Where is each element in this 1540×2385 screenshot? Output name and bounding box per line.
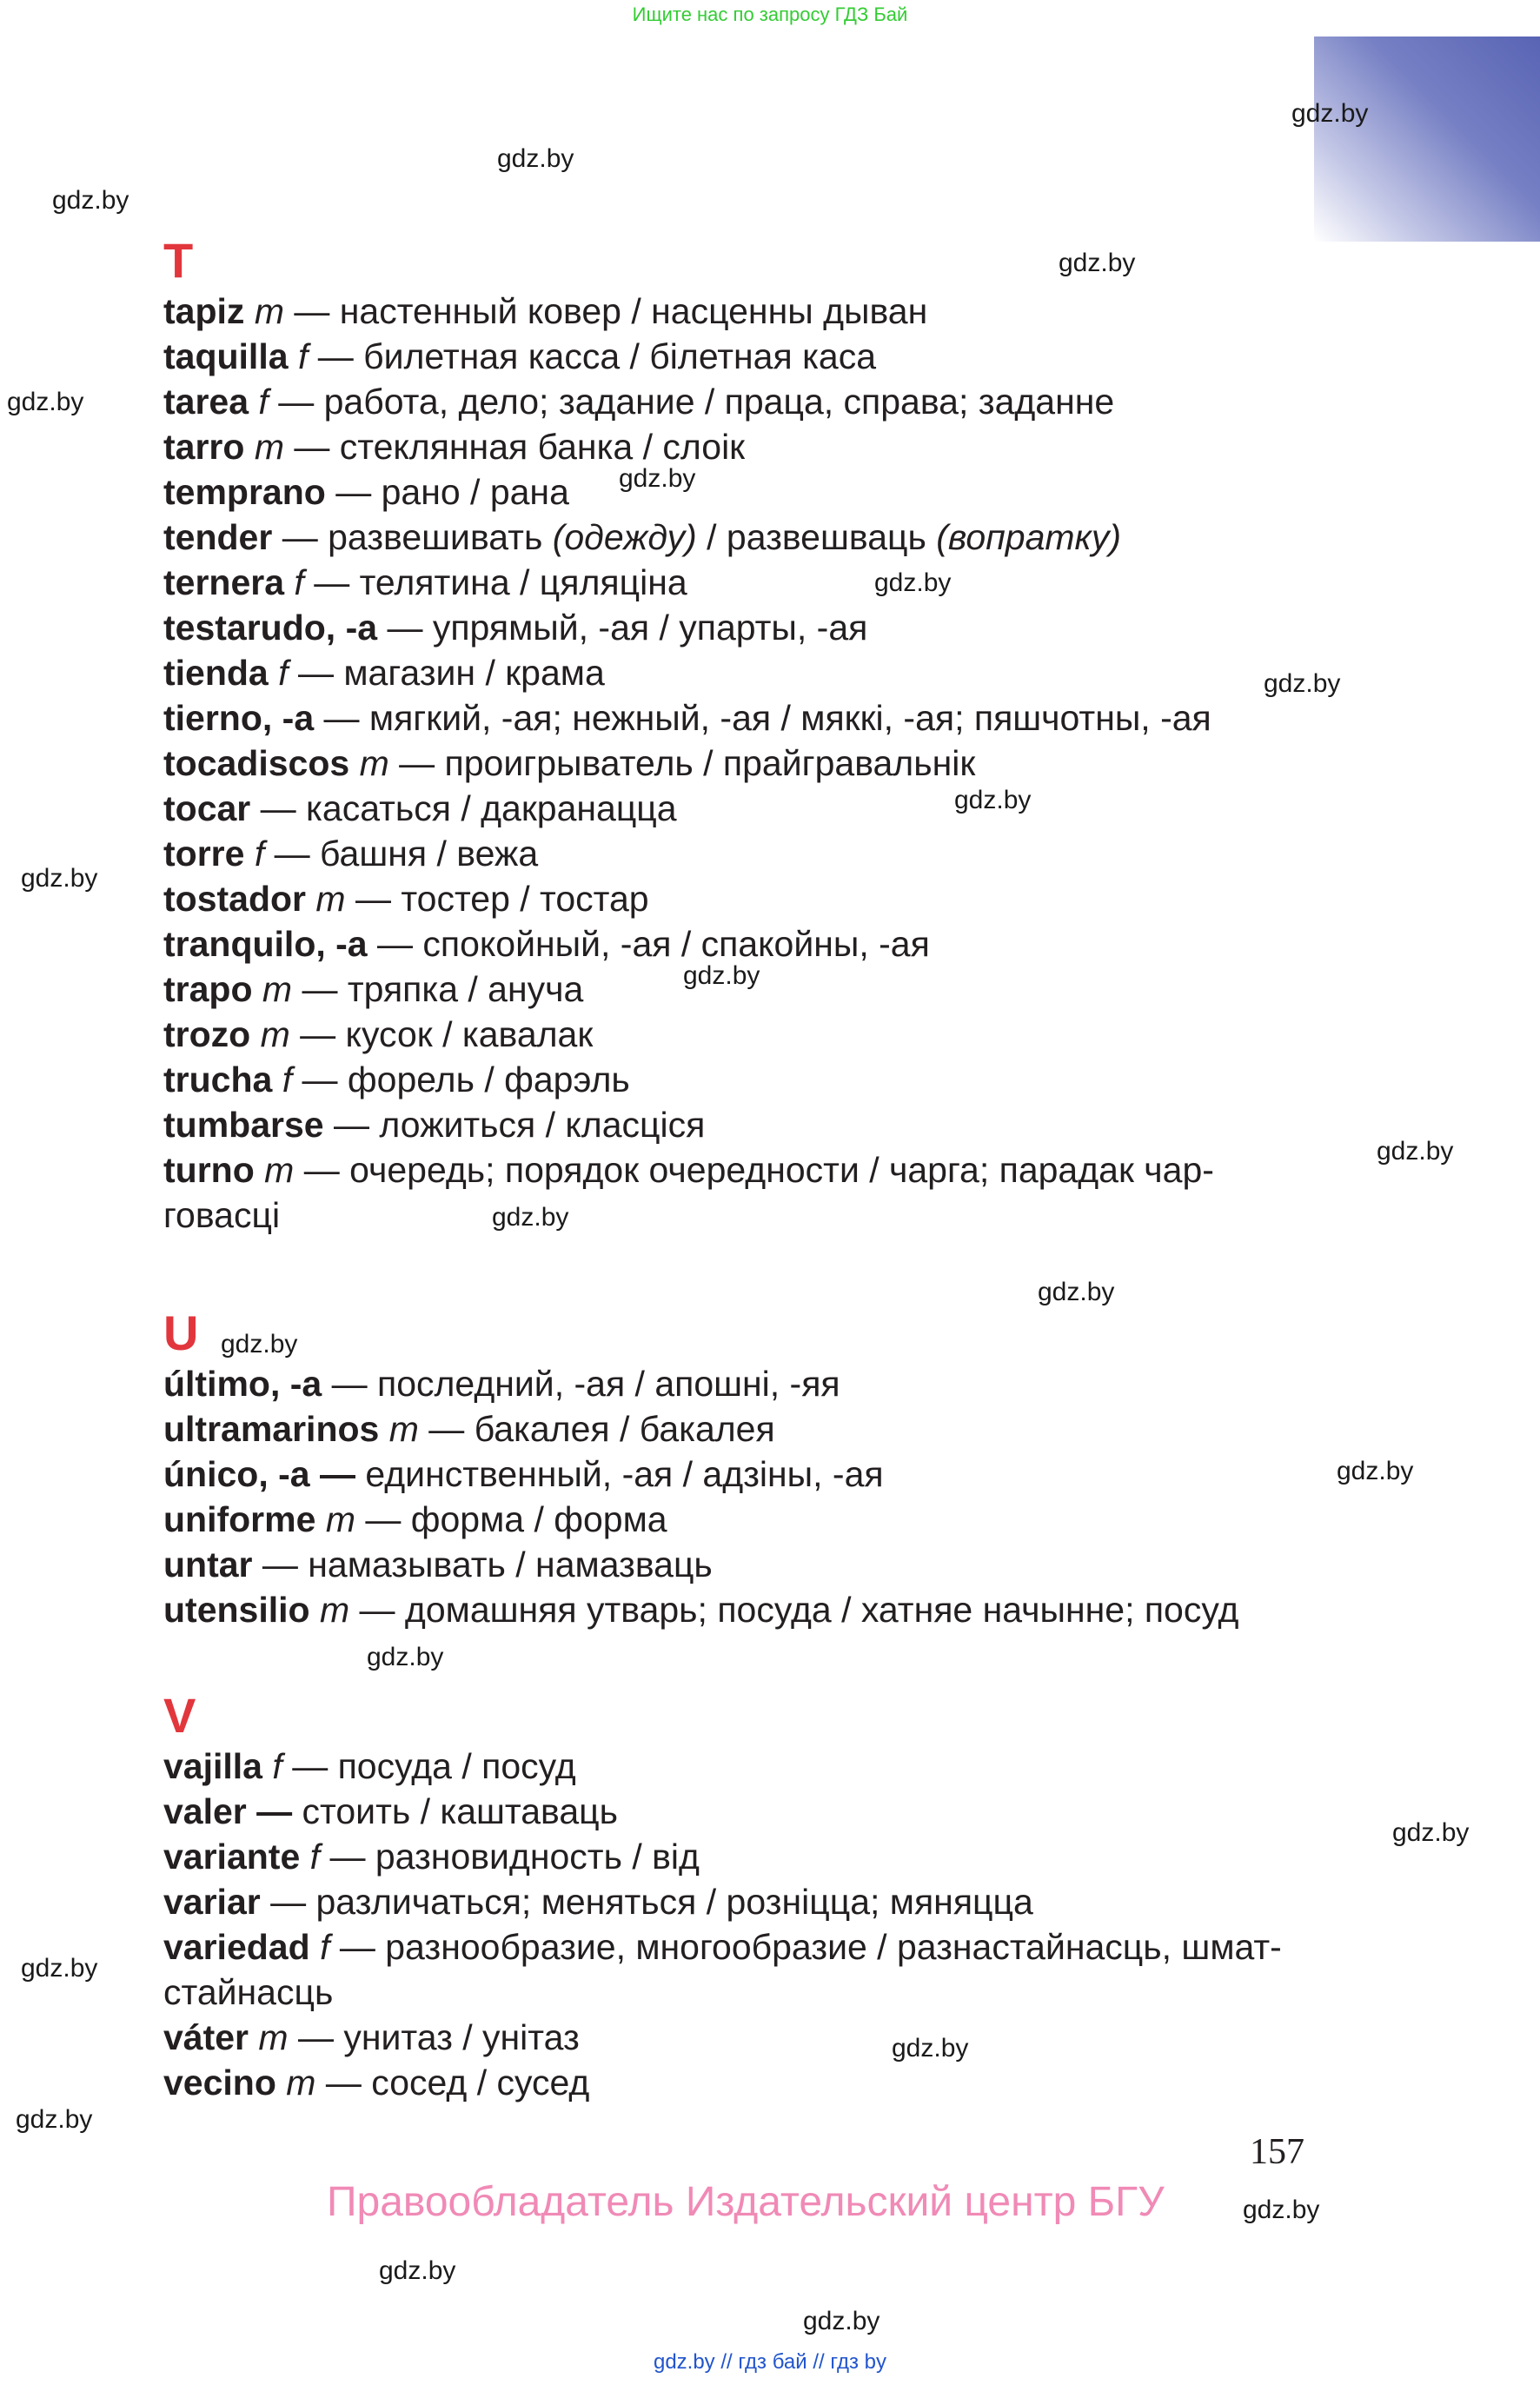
translation: — касаться / дакранацца: [250, 788, 677, 828]
top-banner[interactable]: Ищите нас по запросу ГДЗ Бай: [632, 3, 908, 25]
headword: variar: [163, 1882, 261, 1922]
translation: — домашняя утварь; посуда / хатняе начынне; посуд: [349, 1590, 1239, 1630]
headword: váter: [163, 2017, 249, 2057]
translation: — сосед / сусед: [315, 2063, 590, 2103]
grammar-mark: f: [309, 1837, 321, 1877]
headword: trozo: [163, 1014, 251, 1054]
headword: ultramarinos: [163, 1409, 380, 1449]
dictionary-entry: [163, 650, 1319, 695]
grammar-mark: f: [278, 653, 289, 693]
dictionary-entry: [163, 289, 1319, 334]
dictionary-entry: [163, 741, 1319, 786]
translation: — намазывать / намазваць: [252, 1545, 713, 1584]
watermark: gdz.by: [7, 388, 84, 416]
grammar-mark: m: [254, 291, 284, 331]
corner-decoration: [1314, 37, 1540, 242]
copyright-notice: Правообладатель Издательский центр БГУ: [327, 2179, 1165, 2225]
translation: — форель / фарэль: [292, 1060, 630, 1099]
headword: tostador: [163, 879, 306, 919]
headword: vajilla: [163, 1746, 262, 1786]
watermark: gdz.by: [1291, 99, 1369, 128]
watermark: gdz.by: [52, 186, 129, 215]
dictionary-entry: [163, 1924, 1319, 1970]
translation: — мягкий, -ая; нежный, -ая / мяккі, -ая; пяшчотны, -ая: [314, 698, 1211, 738]
translation: говасці: [163, 1195, 281, 1235]
headword: tienda: [163, 653, 269, 693]
headword: último, -a: [163, 1364, 322, 1404]
dictionary-entry: [163, 695, 1319, 741]
watermark: gdz.by: [683, 961, 760, 990]
watermark: gdz.by: [892, 2034, 969, 2063]
headword: tender: [163, 517, 273, 557]
headword: ternera: [163, 562, 285, 602]
headword: variante: [163, 1837, 301, 1877]
dictionary-entry: [163, 1834, 1319, 1879]
headword: trapo: [163, 969, 253, 1009]
dictionary-entry: [163, 334, 1319, 379]
dictionary-entry: [163, 1057, 1319, 1102]
watermark: gdz.by: [379, 2256, 456, 2285]
translation: стоить / каштаваць: [292, 1791, 619, 1831]
watermark: gdz.by: [1059, 249, 1136, 277]
grammar-mark: m: [315, 879, 346, 919]
headword: utensilio: [163, 1590, 310, 1630]
dictionary-entry: [163, 1542, 1319, 1587]
headword: torre: [163, 834, 245, 874]
grammar-mark: m: [264, 1150, 295, 1190]
watermark: gdz.by: [803, 2307, 880, 2335]
translation: — телятина / цяляціна: [303, 562, 687, 602]
translation: — билетная касса / білетная каса: [308, 336, 877, 376]
watermark: gdz.by: [1377, 1137, 1454, 1166]
grammar-mark: m: [262, 969, 293, 1009]
dictionary-entry: [163, 2015, 1319, 2060]
dictionary-entry: [163, 1147, 1319, 1192]
headword: vecino: [163, 2063, 276, 2103]
watermark: gdz.by: [367, 1643, 444, 1671]
watermark: gdz.by: [619, 464, 696, 493]
grammar-mark: m: [325, 1499, 355, 1539]
translation: — посуда / посуд: [282, 1746, 576, 1786]
dictionary-entry: [163, 1789, 1319, 1834]
dictionary-entry: [163, 876, 1319, 921]
translation: — ложиться / класціся: [323, 1105, 706, 1145]
translation: — унитаз / унітаз: [288, 2017, 580, 2057]
dictionary-entry: [163, 1192, 1319, 1238]
translation: — различаться; меняться / розніцца; мяняцца: [260, 1882, 1033, 1922]
headword: tumbarse: [163, 1105, 324, 1145]
headword: temprano: [163, 472, 326, 512]
dictionary-entry: [163, 1970, 1319, 2015]
headword: tarro: [163, 427, 245, 467]
dictionary-entry: [163, 1587, 1319, 1632]
dictionary-entry: [163, 379, 1319, 424]
dictionary-entry: [163, 1497, 1319, 1542]
grammar-mark: f: [254, 834, 265, 874]
translation-note: (вопратку): [936, 517, 1122, 557]
translation: — работа, дело; задание / праца, справа; заданне: [268, 382, 1115, 422]
dictionary-entry: [163, 1012, 1319, 1057]
translation: — спокойный, -ая / спакойны, -ая: [367, 924, 930, 964]
dictionary-entry: [163, 424, 1319, 469]
translation: — стеклянная банка / слоік: [283, 427, 746, 467]
translation: — настенный ковер / насценны дыван: [283, 291, 928, 331]
translation: — кусок / кавалак: [289, 1014, 594, 1054]
watermark: gdz.by: [492, 1203, 569, 1232]
watermark: gdz.by: [954, 786, 1032, 814]
headword: único, -a —: [163, 1454, 355, 1494]
grammar-mark: f: [258, 382, 269, 422]
headword: tarea: [163, 382, 249, 422]
dictionary-entry: [163, 1744, 1319, 1789]
grammar-mark: m: [359, 743, 389, 783]
translation: — бакалея / бакалея: [418, 1409, 775, 1449]
entries-v: [163, 1744, 1319, 2105]
dictionary-entry: [163, 921, 1319, 967]
translation: — башня / вежа: [264, 834, 539, 874]
watermark: gdz.by: [21, 1954, 98, 1983]
dictionary-entry: [163, 1361, 1319, 1406]
dictionary-entry: [163, 560, 1319, 605]
translation: — разнообразие, многообразие / разнастайнасць, шмат-: [329, 1927, 1282, 1967]
grammar-mark: m: [319, 1590, 350, 1630]
dictionary-entry: [163, 469, 1319, 515]
footer-links[interactable]: gdz.by // гдз бай // гдз by: [653, 2350, 887, 2374]
watermark: gdz.by: [16, 2105, 93, 2134]
dictionary-entry: [163, 967, 1319, 1012]
headword: tranquilo, -a: [163, 924, 368, 964]
watermark: gdz.by: [874, 568, 952, 597]
watermark: gdz.by: [1392, 1818, 1470, 1847]
translation: — развешивать: [272, 517, 553, 557]
translation: — проигрыватель / прайгравальнік: [388, 743, 976, 783]
watermark: gdz.by: [21, 864, 98, 893]
dictionary-entry: [163, 831, 1319, 876]
watermark: gdz.by: [1337, 1457, 1414, 1485]
grammar-mark: m: [254, 427, 284, 467]
translation: — тряпка / ануча: [292, 969, 584, 1009]
headword: testarudo, -a: [163, 608, 378, 648]
entries-t: [163, 289, 1319, 1238]
dictionary-entry: [163, 1406, 1319, 1452]
translation: — тостер / тостар: [345, 879, 649, 919]
watermark: gdz.by: [497, 144, 574, 173]
translation: — рано / рана: [325, 472, 569, 512]
grammar-mark: f: [282, 1060, 293, 1099]
translation: единственный, -ая / адзіны, -ая: [355, 1454, 884, 1494]
grammar-mark: m: [286, 2063, 316, 2103]
watermark: gdz.by: [1243, 2196, 1320, 2224]
translation: стайнасць: [163, 1972, 334, 2012]
grammar-mark: m: [388, 1409, 419, 1449]
grammar-mark: f: [294, 562, 304, 602]
grammar-mark: m: [260, 1014, 290, 1054]
headword: variedad: [163, 1927, 310, 1967]
translation-note: (одежду): [552, 517, 697, 557]
headword: tapiz: [163, 291, 245, 331]
headword: tocar: [163, 788, 251, 828]
section-letter-t: T: [163, 233, 194, 288]
grammar-mark: m: [258, 2017, 289, 2057]
section-letter-u: U: [163, 1305, 199, 1360]
watermark: gdz.by: [1038, 1278, 1115, 1306]
headword: valer —: [163, 1791, 293, 1831]
translation: — последний, -ая / апошні, -яя: [322, 1364, 840, 1404]
watermark: gdz.by: [221, 1330, 298, 1359]
headword: untar: [163, 1545, 253, 1584]
page-number: 157: [1250, 2132, 1304, 2172]
headword: tocadiscos: [163, 743, 350, 783]
dictionary-entry: [163, 515, 1319, 560]
entries-u: [163, 1361, 1319, 1632]
headword: turno: [163, 1150, 255, 1190]
headword: trucha: [163, 1060, 273, 1099]
dictionary-entry: [163, 786, 1319, 831]
headword: taquilla: [163, 336, 289, 376]
translation: / развешваць: [696, 517, 937, 557]
translation: — магазин / крама: [288, 653, 605, 693]
translation: — упрямый, -ая / упарты, -ая: [377, 608, 868, 648]
dictionary-entry: [163, 1452, 1319, 1497]
translation: — очередь; порядок очередности / чарга; парадак чар-: [294, 1150, 1214, 1190]
dictionary-entry: [163, 1102, 1319, 1147]
headword: uniforme: [163, 1499, 316, 1539]
section-letter-v: V: [163, 1688, 196, 1743]
grammar-mark: f: [320, 1927, 330, 1967]
watermark: gdz.by: [1264, 669, 1341, 698]
dictionary-entry: [163, 2060, 1319, 2105]
translation: — форма / форма: [355, 1499, 667, 1539]
headword: tierno, -a: [163, 698, 315, 738]
grammar-mark: f: [297, 336, 309, 376]
dictionary-entry: [163, 1879, 1319, 1924]
dictionary-entry: [163, 605, 1319, 650]
grammar-mark: f: [272, 1746, 282, 1786]
translation: — разновидность / від: [320, 1837, 700, 1877]
